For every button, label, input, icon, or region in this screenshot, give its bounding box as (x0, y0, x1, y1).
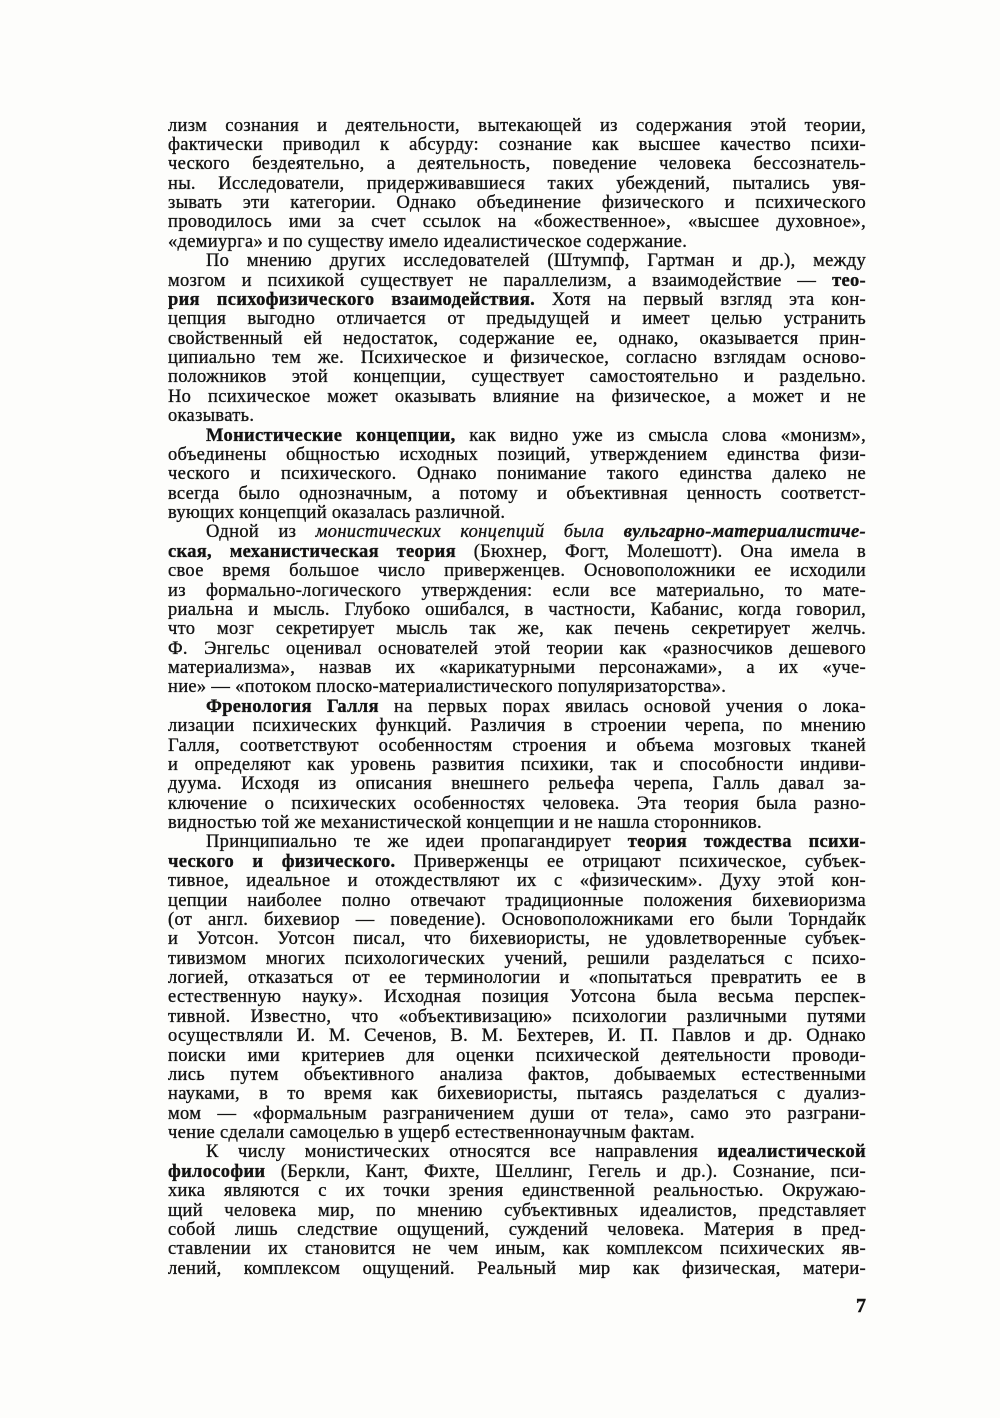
text-line (168, 911, 866, 930)
text-line (168, 523, 866, 542)
text-line (168, 678, 866, 697)
text-run: материализма», назвав их «карикатурными персонажами», а их «уче- (168, 658, 866, 678)
emphasized-text: ческого и физического. (168, 851, 396, 872)
text-run: и определяют как уровень развития психики, так и способности индиви- (168, 754, 866, 775)
text-run: «демиурга» и по существу имело идеалистическое содержание. (168, 231, 688, 252)
text-run: ны. Исследователи, придерживавшиеся таких убеждений, пытались увя- (168, 173, 866, 194)
text-line (168, 659, 866, 678)
emphasized-text: идеалистической (717, 1142, 866, 1163)
text-line (168, 1008, 866, 1027)
text-run: естественную науку». Исходная позиция Уотсона была весьма перспек- (168, 987, 866, 1008)
paragraph (168, 523, 866, 697)
text-run: цепции наиболее полно отвечают традиционные положения бихевиоризма (168, 890, 866, 911)
text-body (168, 117, 866, 1280)
text-line (168, 427, 866, 446)
text-run: Хотя на первый взгляд эта кон- (535, 289, 866, 310)
text-line (168, 988, 866, 1007)
paragraph (168, 1143, 866, 1279)
text-run: ческого бездеятельно, а деятельность, поведение человека бессознатель- (168, 154, 866, 175)
text-line (168, 485, 866, 504)
paragraph (168, 117, 866, 253)
text-line (168, 330, 866, 349)
text-line (168, 1105, 866, 1124)
text-run: Приверженцы ее отрицают психическое, субъек- (395, 851, 866, 872)
text-run: Принципиально те же идеи пропагандирует (206, 832, 628, 853)
text-run: щий человека мир, по мнению субъективных идеалистов, представляет (168, 1200, 866, 1221)
emphasized-text: ская, механистическая теория (168, 541, 456, 562)
text-line (168, 756, 866, 775)
emphasized-text: монистических концепций была (315, 522, 624, 543)
emphasized-text: вульгарно-материалистиче- (623, 522, 866, 543)
text-run: из формально-логического утверждения: если все материально, то мате- (168, 580, 866, 601)
emphasized-text: теория тождества психи- (627, 832, 866, 853)
text-run: (Бюхнер, Фогт, Молешотт). Она имела в (455, 541, 866, 562)
text-line (168, 833, 866, 852)
text-run: мом — «формальным разграничением души от тела», само это разграни- (168, 1103, 866, 1124)
text-run: К числу монистических относятся все направления (206, 1142, 718, 1163)
text-line (168, 1066, 866, 1085)
text-line (168, 1124, 866, 1143)
text-line (168, 407, 866, 426)
paragraph (168, 252, 866, 426)
text-line (168, 155, 866, 174)
text-run: лись путем объективного анализа фактов, добываемых естественными (168, 1064, 866, 1085)
text-line (168, 1047, 866, 1066)
paragraph (168, 698, 866, 834)
text-run: фактически приводил к абсурду: сознание как высшее качество психи- (168, 134, 866, 155)
text-line (168, 1260, 866, 1279)
text-line (168, 698, 866, 717)
text-line (168, 504, 866, 523)
text-line (168, 1240, 866, 1259)
text-run: что мозг секретирует мысль так же, как печень секретирует желчь. (168, 619, 866, 640)
text-run: зывать эти категории. Однако объединение физического и психического (168, 193, 866, 213)
text-run: лизации психических функций. Различия в строении черепа, по мнению (168, 716, 866, 737)
text-line (168, 892, 866, 911)
text-line (168, 795, 866, 814)
text-line (168, 446, 866, 465)
text-line (168, 814, 866, 833)
text-line (168, 1085, 866, 1104)
text-line (168, 853, 866, 872)
text-run: ние» — «потоком плоско-материалистического популяризаторства». (168, 677, 727, 698)
text-run: видностью той же механистической концепции и не нашла сторонников. (168, 813, 762, 833)
text-line (168, 775, 866, 794)
text-line (168, 310, 866, 329)
text-run: ципиально тем же. Психическое и физическое, согласно взглядам осново- (168, 348, 866, 368)
text-run: цепция выгодно отличается от предыдущей и имеет целью устранить (168, 309, 866, 330)
text-run: свойственный ей недостаток, содержание ее, однако, оказывается прин- (168, 328, 866, 349)
text-run: науками, в то время как бихевиористы, пытаясь разделаться с дуализ- (168, 1084, 866, 1105)
text-run: мозгом и психикой существует не параллелизм, а взаимодействие — (168, 270, 833, 291)
text-run: проводилось ими за счет ссылок на «божественное», «высшее духовное», (168, 212, 866, 233)
text-run: ческого и психического. Однако понимание такого единства далеко не (168, 464, 866, 485)
paragraph (168, 427, 866, 524)
text-run: тивное, идеальное и отождествляют их с «физическим». Духу этой кон- (168, 871, 866, 892)
text-run: Ф. Энгельс оценивал основателей этой теории как «разносчиков дешевого (168, 638, 866, 659)
text-run: вующих концепций оказалась различной. (168, 503, 506, 523)
emphasized-text: Френология Галля (206, 696, 379, 717)
text-line (168, 252, 866, 271)
text-run: лений, комплексом ощущений. Реальный мир как физическая, матери- (168, 1258, 866, 1279)
text-run: логией, отказаться от ее терминологии и «попытаться превратить ее в (168, 968, 866, 988)
text-run: осуществляли И. М. Сеченов, В. М. Бехтерев, И. П. Павлов и др. Однако (168, 1026, 866, 1047)
text-run: По мнению других исследователей (Штумпф, Гартман и др.), между (206, 251, 866, 272)
text-line (168, 969, 866, 988)
text-run: тивизмом многих психологических учений, решили разделаться с психо- (168, 948, 866, 969)
text-run: (от англ. бихевиор — поведение). Основоположниками его были Торндайк (168, 909, 866, 930)
text-line (168, 349, 866, 368)
text-run: как видно уже из смысла слова «монизм», (455, 425, 866, 446)
text-run: Но психическое может оказывать влияние на физическое, а может и не (168, 386, 866, 407)
text-line (168, 582, 866, 601)
text-line (168, 950, 866, 969)
text-line (168, 640, 866, 659)
emphasized-text: философии (168, 1161, 266, 1182)
emphasized-text: Монистические концепции, (206, 425, 456, 446)
text-line (168, 213, 866, 232)
text-run: положников этой концепции, существует самостоятельно и раздельно. (168, 367, 866, 388)
text-line (168, 1143, 866, 1162)
text-run: собой лишь следствие ощущений, суждений человека. Материя в пред- (168, 1219, 866, 1240)
text-line (168, 717, 866, 736)
text-run: чение сделали самоцелью в ущерб естественнонаучным фактам. (168, 1123, 695, 1143)
text-run: хика являются с их точки зрения единственной реальностью. Окружаю- (168, 1181, 866, 1202)
text-line (168, 388, 866, 407)
text-run: ключение о психических особенностях человека. Эта теория была разно- (168, 793, 866, 814)
text-run: Одной из (206, 522, 316, 543)
text-line (168, 543, 866, 562)
text-run: тивной. Известно, что «объективизацию» психологии различными путями (168, 1006, 866, 1027)
text-line (168, 620, 866, 639)
text-run: оказывать. (168, 406, 255, 427)
text-run: всегда было однозначным, а потому и объективная ценность соответст- (168, 483, 866, 504)
text-run: объединены общностью исходных позиций, утверждением единства физи- (168, 444, 866, 465)
text-line (168, 1027, 866, 1046)
paragraph (168, 833, 866, 1143)
text-line (168, 872, 866, 891)
text-run: свое время большое число приверженцев. Основоположники ее исходили (168, 561, 866, 582)
text-line (168, 737, 866, 756)
text-line (168, 1182, 866, 1201)
text-run: ставлении их становится не чем иным, как комплексом психических яв- (168, 1239, 866, 1260)
text-line (168, 233, 866, 252)
text-line (168, 175, 866, 194)
text-run: поиски ими критериев для оценки психической деятельности проводи- (168, 1045, 866, 1066)
text-run: и Уотсон. Уотсон писал, что бихевиористы, не удовлетворенные субъек- (168, 929, 866, 950)
text-run: риальна и мысль. Глубоко ошибался, в частности, Кабанис, когда говорил, (168, 599, 866, 620)
emphasized-text: тео- (832, 270, 866, 291)
text-line (168, 1221, 866, 1240)
text-line (168, 291, 866, 310)
text-run: на первых порах явилась основой учения о лока- (378, 696, 866, 717)
text-run: Галля, соответствуют особенностям строения и объема мозговых тканей (168, 735, 866, 756)
text-run: лизм сознания и деятельности, вытекающей из содержания этой теории, (168, 115, 866, 136)
text-line (168, 465, 866, 484)
emphasized-text: рия психофизического взаимодействия. (168, 289, 536, 310)
page-number: 7 (856, 1295, 866, 1317)
text-line (168, 1163, 866, 1182)
text-line (168, 930, 866, 949)
text-line (168, 562, 866, 581)
text-line (168, 368, 866, 387)
text-line (168, 194, 866, 213)
text-line (168, 272, 866, 291)
text-line (168, 136, 866, 155)
text-line (168, 117, 866, 136)
text-line (168, 601, 866, 620)
text-run: дуума. Исходя из описания внешнего рельефа черепа, Галль давал за- (168, 774, 866, 795)
text-run: (Беркли, Кант, Фихте, Шеллинг, Гегель и др.). Сознание, пси- (265, 1161, 866, 1182)
text-line (168, 1202, 866, 1221)
